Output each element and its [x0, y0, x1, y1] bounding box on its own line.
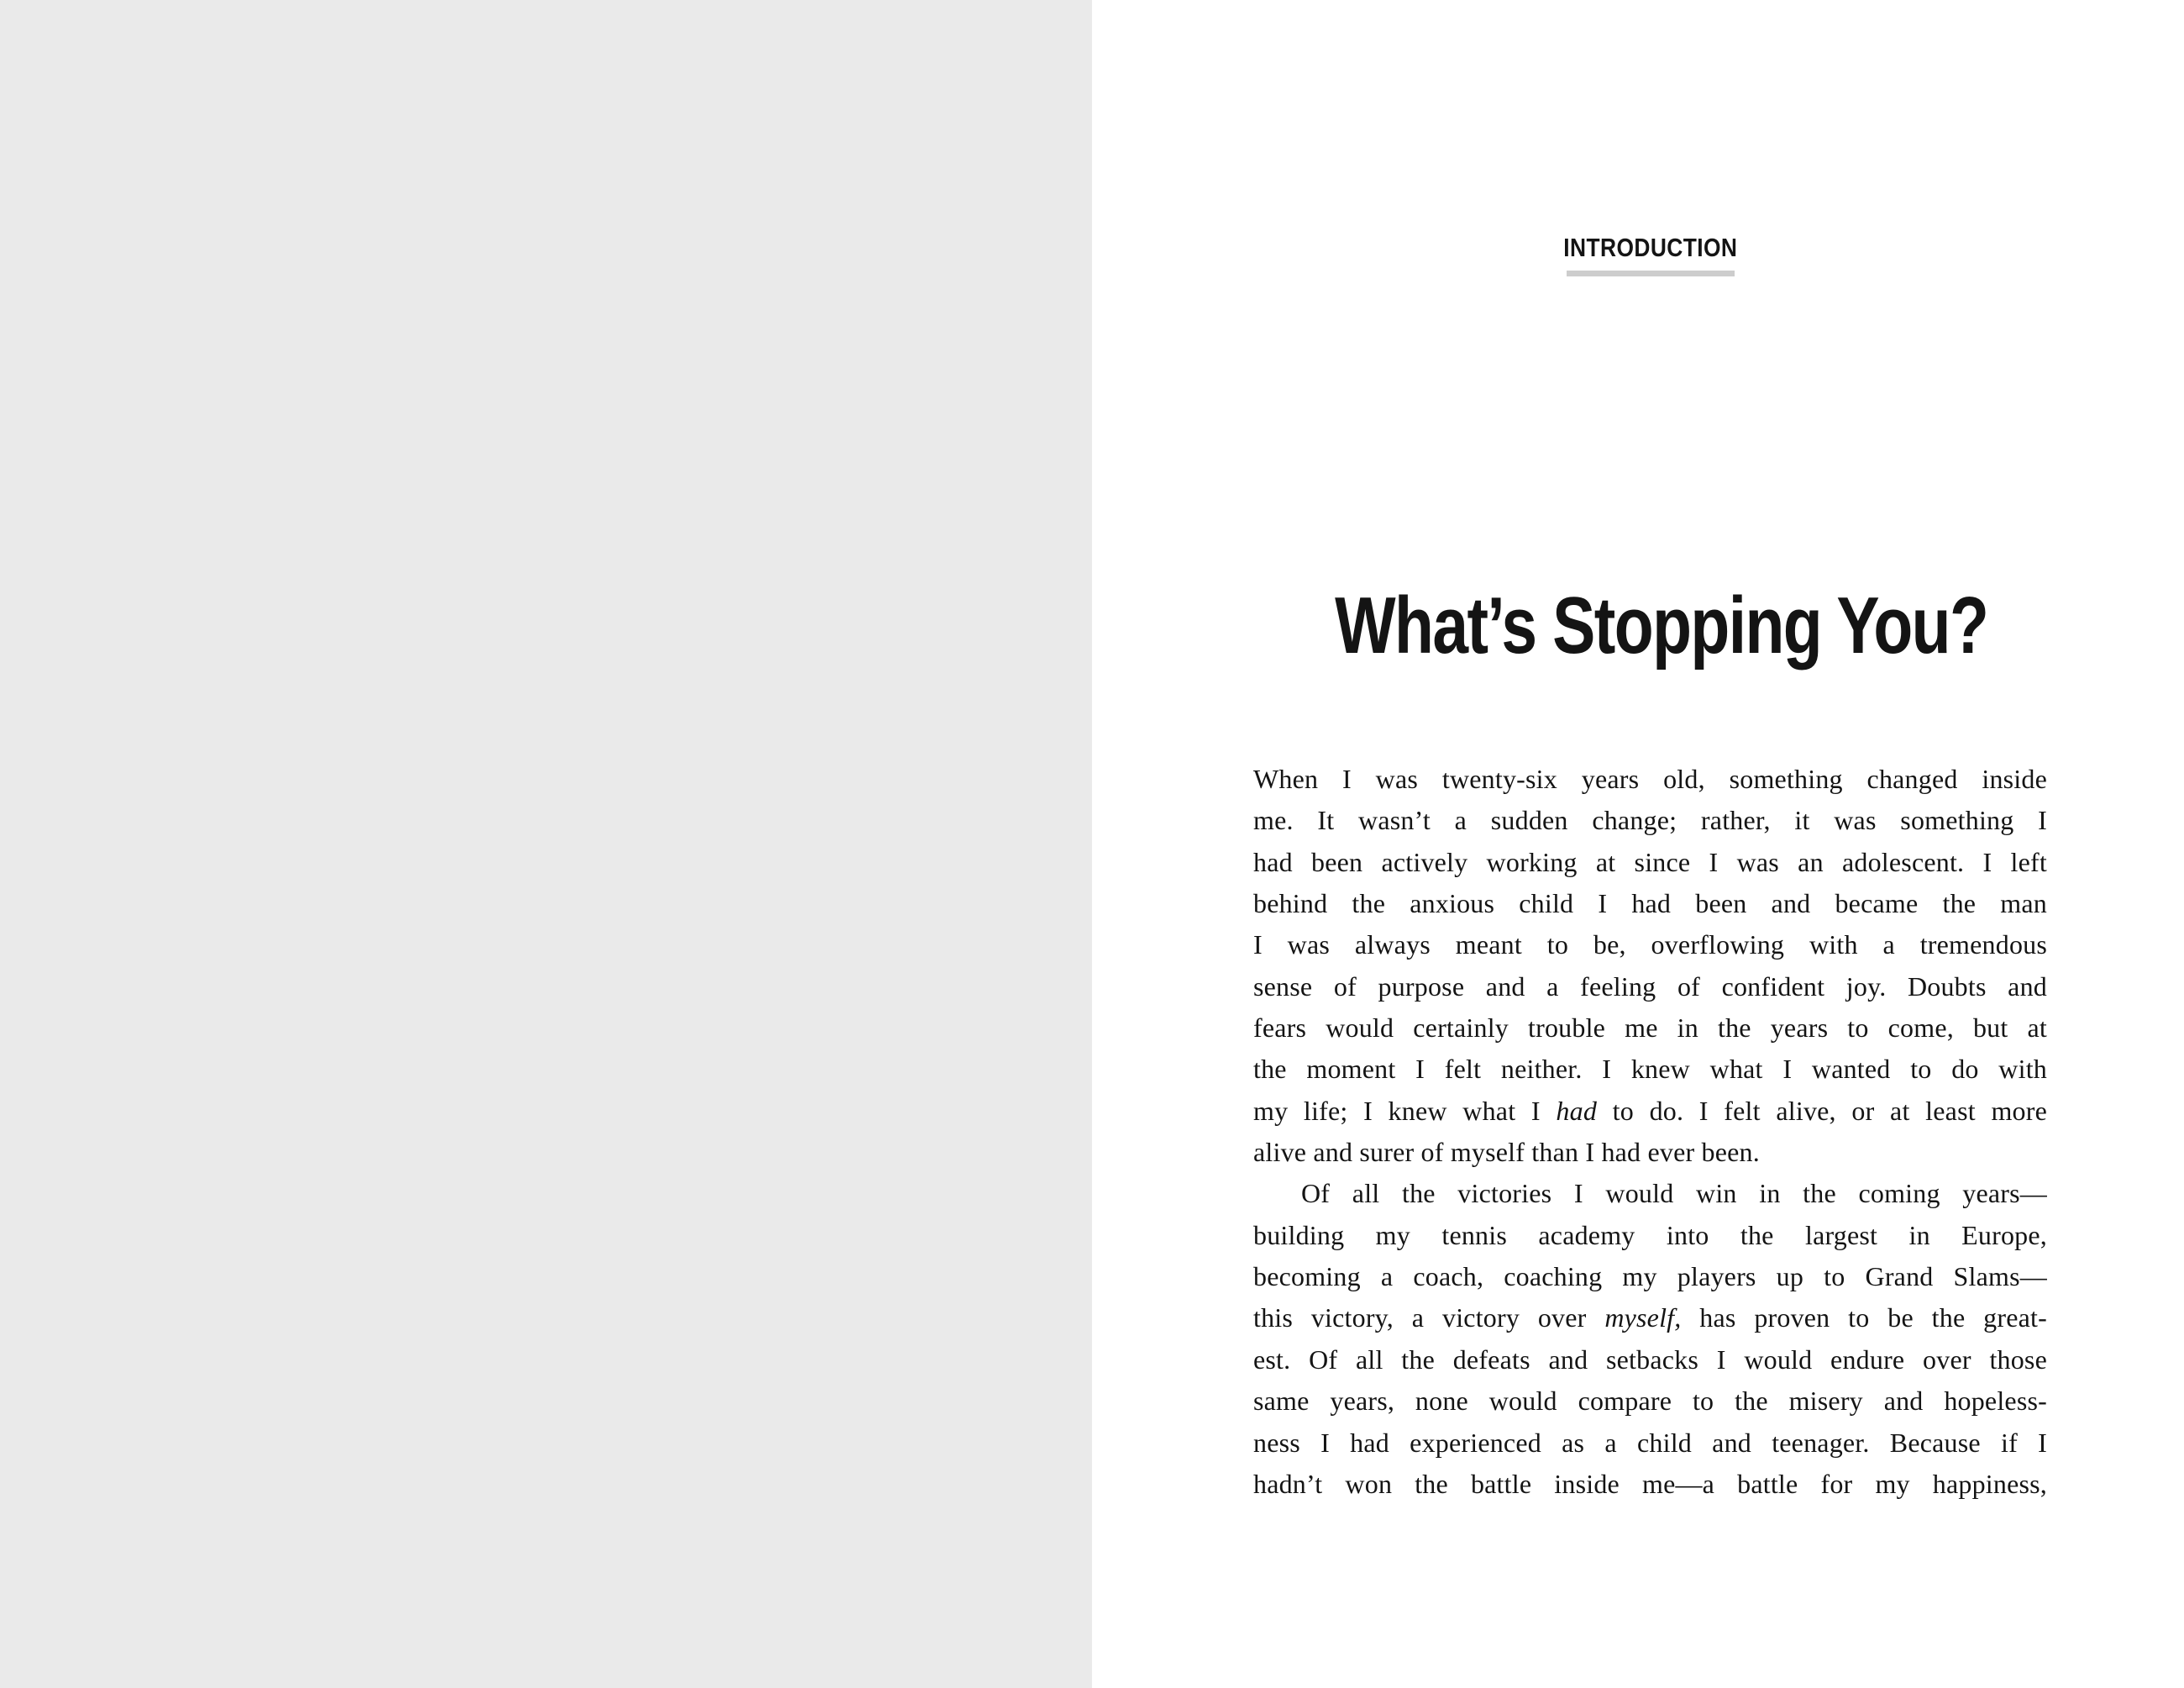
right-page: [1092, 0, 2184, 1688]
body-line: alive and surer of myself than I had ever been.: [1253, 1137, 1760, 1168]
kicker-underline-rule: [1567, 271, 1735, 276]
body-line: sense of purpose and a feeling of confident joy. Doubts and: [1253, 970, 2047, 1002]
body-line: had been actively working at since I was an adolescent. I left: [1253, 846, 2047, 877]
body-line: When I was twenty-six years old, something changed inside: [1253, 764, 2047, 794]
chapter-kicker: [1253, 234, 2047, 276]
body-line: becoming a coach, coaching my players up to Grand Slams—: [1253, 1261, 2047, 1292]
body-line: the moment I felt neither. I knew what I wanted to do with: [1253, 1054, 2047, 1085]
body-line: est. Of all the defeats and setbacks I would endure over those: [1253, 1344, 2047, 1375]
body-line: building my tennis academy into the largest in Europe,: [1253, 1219, 2047, 1250]
chapter-title-wrap: [1253, 581, 2047, 670]
body-line: behind the anxious child I had been and became the man: [1253, 888, 2047, 919]
body-line: ness I had experienced as a child and teenager. Because if I: [1253, 1427, 2047, 1458]
body-line: hadn’t won the battle inside me—a battle for my happiness,: [1253, 1468, 2047, 1499]
body-line: I was always meant to be, overflowing with a tremendous: [1253, 929, 2047, 960]
body-line: this victory, a victory over myself, has proven to be the great-: [1253, 1302, 2047, 1333]
body-line: fears would certainly trouble me in the years to come, but at: [1253, 1012, 2047, 1044]
body-line: my life; I knew what I had to do. I felt alive, or at least more: [1253, 1095, 2047, 1126]
text-column: [1253, 0, 2047, 1688]
body-text: [1253, 759, 2047, 1505]
body-line: Of all the victories I would win in the coming years—: [1301, 1178, 2047, 1209]
chapter-kicker-label: INTRODUCTION: [1562, 233, 1738, 262]
chapter-title: What’s Stopping You?: [1335, 581, 1988, 670]
body-line: me. It wasn’t a sudden change; rather, it was something I: [1253, 805, 2047, 836]
body-line: same years, none would compare to the misery and hopeless-: [1253, 1386, 2047, 1417]
